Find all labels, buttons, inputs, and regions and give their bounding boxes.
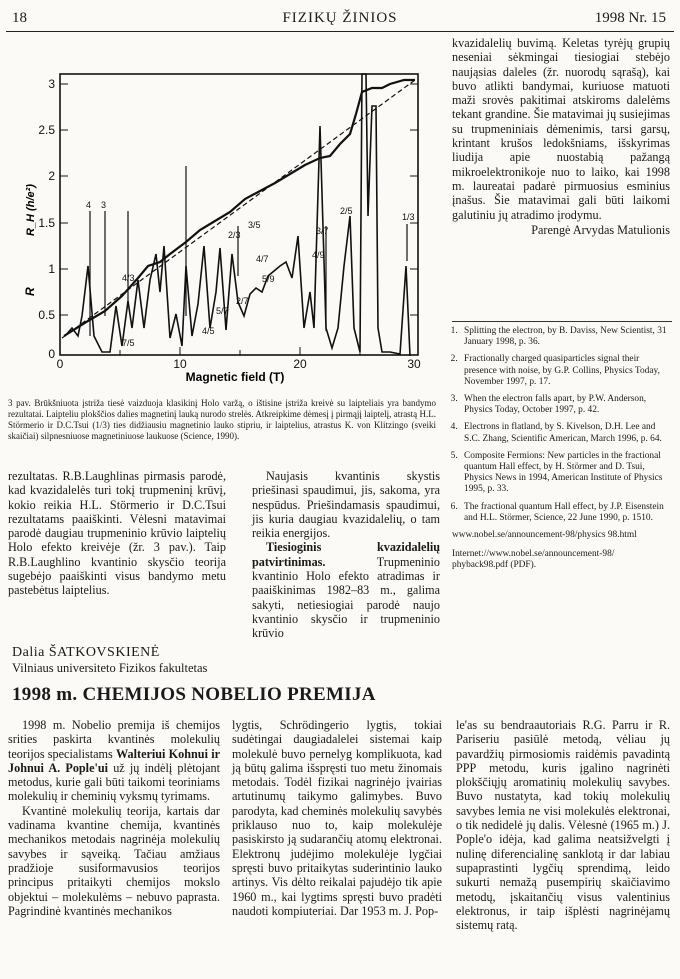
y-axis-label: R_H (h/e²): [25, 184, 37, 236]
y-tick-label: 1.5: [38, 216, 55, 230]
reference-item: 6. The fractional quantum Hall effect, by J.P. Eisenstein and H.L. Störmer, Science, 22 June 1990, p. 1510.: [460, 502, 672, 524]
fraction-label: 4: [86, 200, 92, 210]
x-axis-label: Magnetic field (T): [185, 370, 285, 384]
y-tick-label: 3: [48, 77, 55, 91]
article-column-3: [456, 718, 670, 932]
references-list: [448, 326, 672, 580]
page-number: 18: [12, 10, 27, 26]
hall-effect-figure: [10, 66, 435, 386]
article-column-2: [232, 718, 442, 918]
paragraph: 1998 m. Nobelio premija iš chemijos srities paskirta kvantinės molekulių teorijos specialistams: [8, 718, 220, 761]
fraction-label: 7/5: [122, 338, 135, 348]
fraction-label: 5/7: [216, 306, 229, 316]
y-tick-label: 2.5: [38, 123, 55, 137]
paragraph: Naujasis kvantinis skystis priešinasi spaudimui, jis, sakoma, yra nespūdus. Priešindamasis spaudimui, jis kuria daugiau kvazidalelių, o tam reikia energijos.: [252, 469, 440, 541]
y-tick-label: 2: [48, 169, 55, 183]
article-column-1: [8, 718, 220, 918]
issue-number: 1998 Nr. 15: [594, 10, 666, 26]
middle-center-column: [252, 469, 440, 641]
paragraph: lygtis, Schrödingerio lygtis, tokiai sudėtingai daugiadalelei sistemai kaip molekulė buvo pernelyg komplikuota, kad ją būtų galima išspręsti tuo metu žinomais metodais. Todėl fizikai nagrinėjo įvairias artutinumų taikymo galimybes. Buvo parodyta, kad cheminės molekulių savybės priklauso nuo to, kaip molekulėje pasiskirsto ją sudarančių atomų elektronai. Elektronų judėjimo molekulėje lygčiai spręsti buvo pritaikytas suderintinio lauko artinys. Vis dėlto reikalai pajudėjo tik apie 1960 m., kai lygtims spręsti buvo pradėti naudoti kompiuteriai. Dar 1953 m. J. Pop-: [232, 718, 442, 918]
y-axis-ticks: [60, 84, 418, 355]
header-rule: [6, 31, 674, 32]
fraction-label: 2/3: [228, 230, 241, 240]
journal-title: FIZIKŲ ŽINIOS: [282, 10, 398, 26]
plateau-arrows: [90, 166, 407, 336]
reference-item: 3. When the electron falls apart, by P.W. Anderson, Physics Today, October 1997, p. 42.: [460, 394, 672, 416]
paragraph: Kvantinė molekulių teorija, kartais dar vadinama kvantine chemija, kvantinės mechanikos metodais nagrinėja molekulių savybes ir sąveiką. Tačiau amžiaus pradžioje susiformavusios teorijos principus pritaikyti chemijos mokslo objektui – molekulėms – nebuvo paprasta. Pagrindinė kvantinės mechanikos: [8, 803, 220, 918]
figure-caption: 3 pav. Brūkšniuota įstriža tiesė vaizduoja klasikinį Holo varžą, o ištisine įstriža kreivė su laipteliais yra bandymo rezultatai. Laipteliu plokščios dalies magnetinį lauką nurodo strelės. Atkreipkime dėmesį į pirmąjį laiptelį, atrastą H.L. Störmerio ir D.C.Tsui (1/3) ties didžiausiu magnetinio lauko stipriu, ir laiptelius, atrastus K. von Klitzingo (sveiki skaičiai) silpnesniuose magnetiniuose laukuose (Science, 1990).: [8, 398, 436, 442]
subheading: Tiesioginis kvazidalelių patvirtinimas.: [252, 540, 440, 569]
url-link[interactable]: Internet://www.nobel.se/announcement-98/ phyback98.pdf (PDF).: [452, 549, 615, 571]
references-rule: [452, 321, 672, 322]
running-header: [0, 6, 680, 30]
reference-item: 2. Fractionally charged quasiparticles signal their presence with noise, by G.P. Collins, Physics Today, November 1997, p. 17.: [460, 354, 672, 388]
signature: Parengė Arvydas Matulionis: [531, 222, 670, 237]
paragraph: Trupmeninio kvantinio Holo efekto atradimas ir paaiškinimas 1982–83 m., galima sakyti, netiesiogiai parodė naujo kvantinio skysčio ir trupmeninio krūvio: [252, 554, 440, 641]
paragraph: le'as su bendraautoriais R.G. Parru ir R. Pariseriu pasiūlė metodą, vėliau jų pavardžių pirmosiomis raidėmis pavadintą PPP metodu, kuris įgalino nagrinėti plokščiųjų aromatinių molekulių savybes. Buvo nustatyta, kad tokių molekulių savybes lemia ne visi molekulės elektronai, o tik nedidelė jų dalis. Vėlesnė (1965 m.) J. Pople'o idėja, kad galima neatsižvelgti į nulinę diferencialinę sanklotą ir dar labiau supaprastinti lygčių sprendimą, leido sukurti nemažą pusempirių skaičiavimo metodų, įskaitančių visus valentinius elektronus, ir taip išplėsti nagrinėjamų sistemų ratą.: [456, 718, 670, 933]
plot-frame: [60, 74, 418, 355]
x-tick-label: 0: [56, 357, 64, 371]
y-tick-label: 0: [48, 347, 55, 361]
fraction-label: 3: [101, 200, 107, 210]
paragraph: kvazidalelių buvimą. Keletas tyrėjų grupių neseniai sėkmingai tiesiogiai stebėjo naująsias daleles (žr. nuorodų sąrašą), kai buvo atlikti bandymai, kuriuose matuoti maži srovės pakitimai atskiroms dalelėms tekant grandine. Šie matavimai jų susiejimas su trupmeniniais dėmenimis, tarsi garsų, krintant krušos ledokšniams, išskyrimas liudija apie nuostabią pažangą mikroelektronikoje nuo to laiko, kai 1998 m. laureatai padarė pirmuosius esminius įnašus. Šie matavimai gali būti laikomi galutiniu jų atradimo įrodymu.: [452, 36, 670, 222]
fraction-label: 1/3: [402, 212, 415, 222]
y-axis-label-r: R: [23, 287, 37, 296]
author-affiliation: Vilniaus universiteto Fizikos fakultetas: [12, 661, 208, 675]
y-tick-label: 0.5: [38, 308, 55, 322]
y-tick-label: 1: [48, 262, 55, 276]
fraction-label: 2/7: [236, 296, 249, 306]
reference-item: 5. Composite Fermions: New particles in the fractional quantum Hall effect, by H. Störmer and D. Tsui, Physics News in 1994, American Institute of Physics 1995, p. 33.: [460, 451, 672, 496]
middle-left-column: [8, 469, 226, 598]
paragraph: rezultatas. R.B.Laughlinas pirmasis parodė, kad kvazidalelės turi tokį trupmeninį krūvį, kokio reikia H.L. Störmerio ir D.C.Tsui rezultatams paaiškinti. Vėlesni matavimai parodė daugiau trupmeninio krūvio laiptelių Holo efekto kreivėje (žr. 3 pav.). Taip R.B.Laughlino kvantinio skysčio teorija sugebėjo paaiškinti visus bandymo metu pastebėtus laiptelius.: [8, 469, 226, 598]
fraction-label: 2/5: [340, 206, 353, 216]
fraction-label: 4/9: [312, 250, 325, 260]
paragraph: už jų indėlį plėtojant metodus, kurie gali būti taikomi teoriniams molekulių ir cheminių vyksmų tyrimams.: [8, 760, 221, 804]
x-tick-label: 30: [407, 357, 421, 371]
fraction-label: 4/5: [202, 326, 215, 336]
longitudinal-resistance-curve: [65, 74, 410, 356]
laureates: Walteriui Kohnui ir Johnui A. Pople'ui: [8, 746, 220, 775]
fraction-label: 3/7: [316, 226, 329, 236]
x-tick-label: 20: [293, 357, 307, 371]
reference-item: 1. Splitting the electron, by B. Daviss, New Scientist, 31 January 1998, p. 36.: [460, 326, 672, 348]
right-column-text: [452, 36, 670, 237]
fraction-label: 4/7: [256, 254, 269, 264]
fraction-label: 3/5: [248, 220, 261, 230]
fraction-label: 5/9: [262, 274, 275, 284]
url-link[interactable]: www.nobel.se/announcement-98/physics 98.html: [452, 530, 637, 541]
x-tick-label: 10: [173, 357, 187, 371]
reference-item: 4. Electrons in flatland, by S. Kivelson, D.H. Lee and S.C. Zhang, Scientific American, March 1996, p. 64.: [460, 422, 672, 444]
article-heading: 1998 m. CHEMIJOS NOBELIO PREMIJA: [12, 684, 376, 705]
fraction-label: 4/3: [122, 273, 135, 283]
author-name: Dalia ŠATKOVSKIENĖ: [12, 645, 160, 660]
